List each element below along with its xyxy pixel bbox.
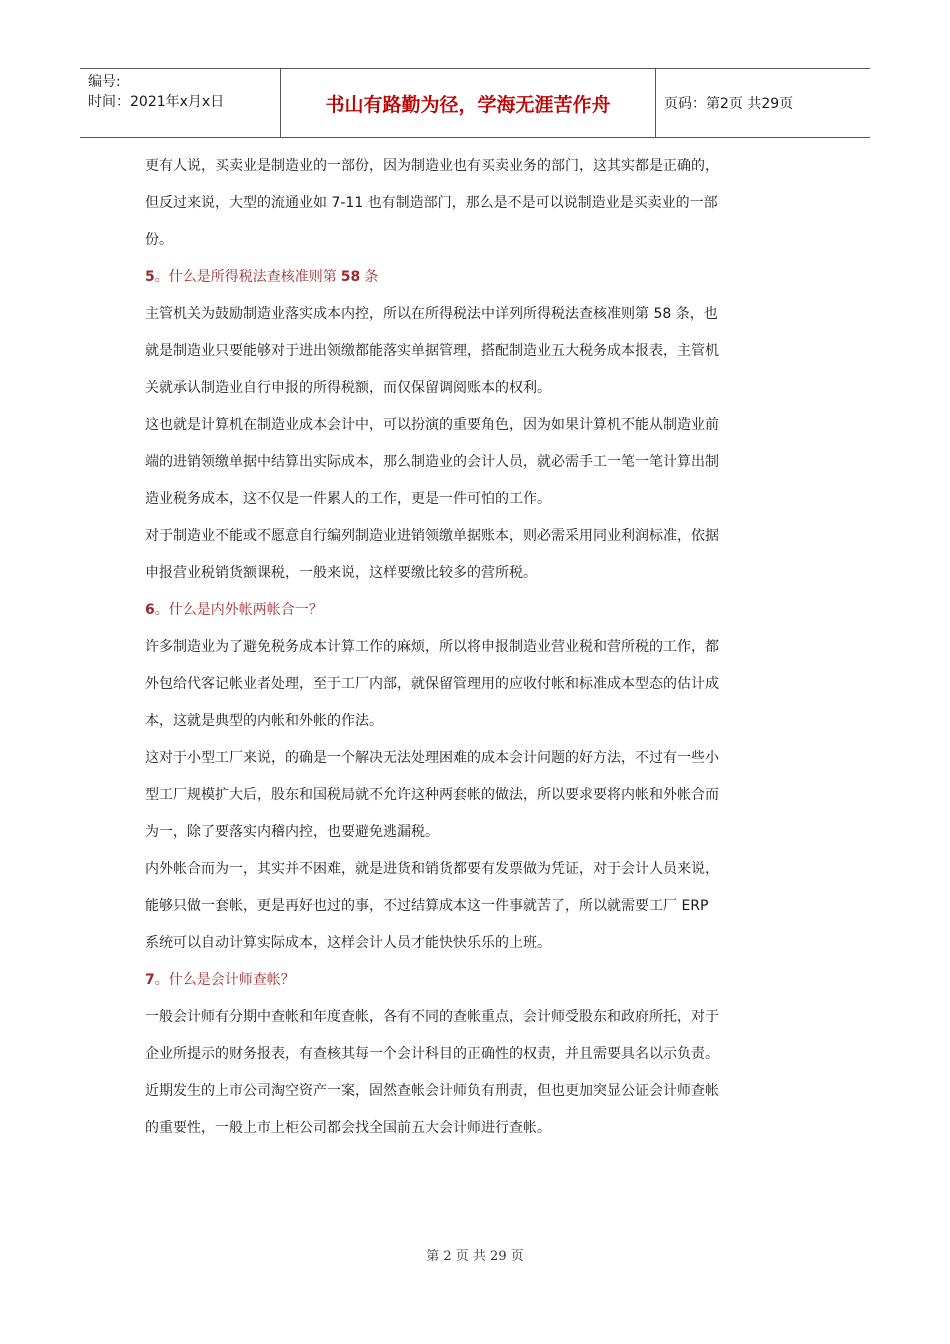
- body-line: 一般会计师有分期中查帐和年度查帐，各有不同的查帐重点，会计师受股东和政府所托，对于: [145, 1009, 719, 1025]
- body-line: 但反过来说，大型的流通业如 7-11 也有制造部门，那么是不是可以说制造业是买卖业的一部: [145, 195, 718, 211]
- body-line: 能够只做一套帐，更是再好也过的事，不过结算成本这一件事就苦了，所以就需要工厂 ERP: [145, 898, 709, 914]
- body-line: 为一，除了要落实内稽内控，也要避免逃漏税。: [145, 824, 439, 840]
- time-label: 时间：2021年x月x日: [88, 94, 225, 110]
- body-line: 这也就是计算机在制造业成本会计中，可以扮演的重要角色，因为如果计算机不能从制造业前: [145, 417, 719, 433]
- body-line: 就是制造业只要能够对于进出领缴都能落实单据管理，搭配制造业五大税务成本报表，主管机: [145, 343, 719, 359]
- body-line: 主管机关为鼓励制造业落实成本内控，所以在所得税法中详列所得税法查核准则第 58 条，也: [145, 306, 718, 322]
- section-title-tail: 条: [364, 269, 379, 285]
- document-body: [145, 148, 805, 1147]
- body-line: 内外帐合而为一，其实并不困难，就是进货和销货都要有发票做为凭证，对于会计人员来说，: [145, 861, 719, 877]
- section-number: 6: [145, 602, 155, 618]
- body-line: 外包给代客记帐业者处理，至于工厂内部，就保留管理用的应收付帐和标准成本型态的估计成: [145, 676, 719, 692]
- section-title: 。什么是内外帐两帐合一？: [154, 602, 323, 618]
- body-line: 型工厂规模扩大后，股东和国税局就不允许这种两套帐的做法，所以要求要将内帐和外帐合而: [145, 787, 719, 803]
- section-number: 5: [145, 269, 155, 285]
- header-motto: 书山有路勤为径，学海无涯苦作舟: [281, 69, 656, 137]
- body-line: 许多制造业为了避免税务成本计算工作的麻烦，所以将申报制造业营业税和营所税的工作，都: [145, 639, 719, 655]
- header-page-info: 页码：第2页 共29页: [664, 96, 794, 112]
- body-line: 的重要性，一般上市上柜公司都会找全国前五大会计师进行查帐。: [145, 1120, 551, 1136]
- body-line: 端的进销领缴单据中结算出实际成本，那么制造业的会计人员，就必需手工一笔一笔计算出制: [145, 454, 719, 470]
- section-title-number: 58: [340, 269, 361, 285]
- body-line: 关就承认制造业自行申报的所得税额，而仅保留调阅账本的权利。: [145, 380, 551, 396]
- section-heading: [145, 962, 805, 999]
- body-line: 造业税务成本，这不仅是一件累人的工作，更是一件可怕的工作。: [145, 491, 551, 507]
- section-heading: [145, 259, 805, 296]
- code-label: 编号:: [88, 74, 121, 90]
- page-header: [80, 68, 870, 138]
- body-line: 本，这就是典型的内帐和外帐的作法。: [145, 713, 383, 729]
- header-meta: [80, 69, 281, 137]
- body-line: 更有人说，买卖业是制造业的一部份，因为制造业也有买卖业务的部门，这其实都是正确的，: [145, 158, 719, 174]
- body-line: 申报营业税销货额课税，一般来说，这样要缴比较多的营所税。: [145, 565, 537, 581]
- body-line: 近期发生的上市公司淘空资产一案，固然查帐会计师负有刑责，但也更加突显公证会计师查帐: [145, 1083, 719, 1099]
- body-line: 这对于小型工厂来说，的确是一个解决无法处理困难的成本会计问题的好方法，不过有一些小: [145, 750, 719, 766]
- page-footer: 第 2 页 共 29 页: [426, 1249, 524, 1264]
- section-number: 7: [145, 972, 155, 988]
- section-heading: [145, 592, 805, 629]
- section-title: 。什么是会计师查帐？: [154, 972, 295, 988]
- section-title: 。什么是所得税法查核准则第: [154, 269, 337, 285]
- body-line: 企业所提示的财务报表，有查核其每一个会计科目的正确性的权责，并且需要具名以示负责。: [145, 1046, 719, 1062]
- body-line: 份。: [145, 232, 173, 248]
- body-line: 对于制造业不能或不愿意自行编列制造业进销领缴单据账本，则必需采用同业利润标准，依据: [145, 528, 719, 544]
- body-line: 系统可以自动计算实际成本，这样会计人员才能快快乐乐的上班。: [145, 935, 551, 951]
